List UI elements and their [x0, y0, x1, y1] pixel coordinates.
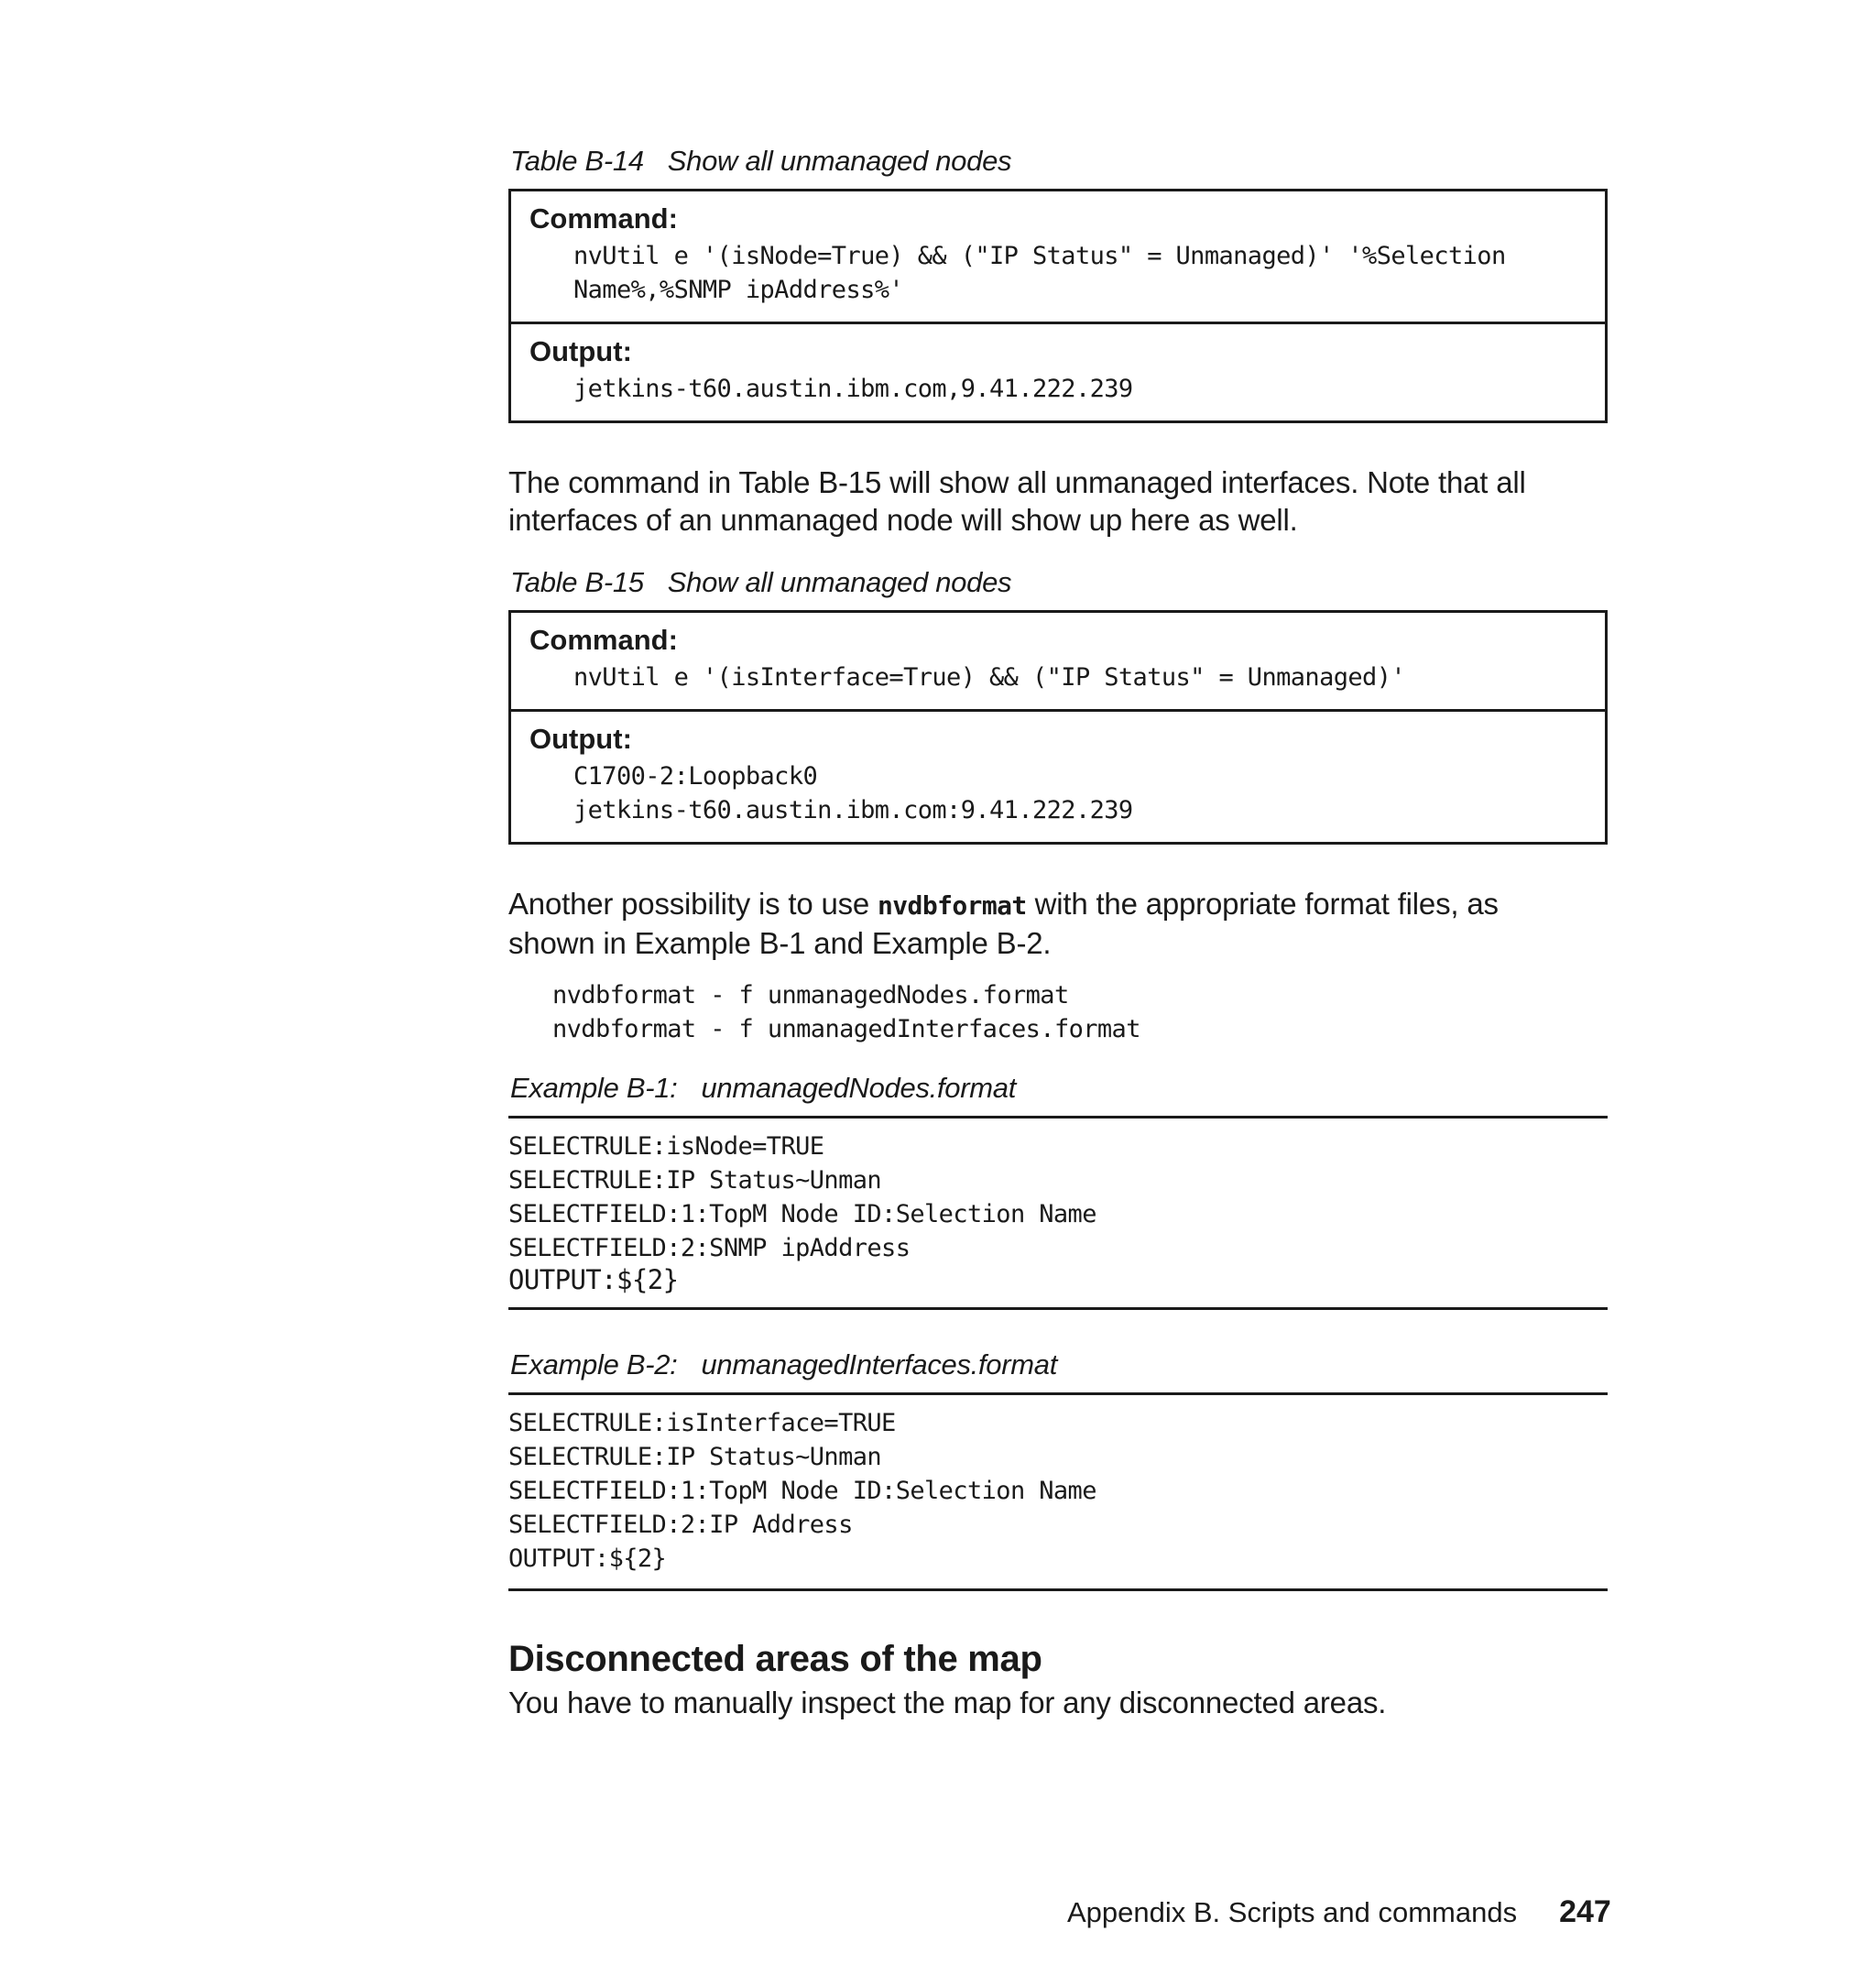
code-block [508, 978, 1612, 1046]
output-line: jetkins-t60.austin.ibm.com:9.41.222.239 [573, 796, 1133, 824]
command-line: nvUtil e '(isInterface=True) && ("IP Status" = Unmanaged)' [573, 663, 1406, 692]
table-b15-caption [510, 566, 1612, 599]
paragraph-line: interfaces of an unmanaged node will show up here as well. [508, 503, 1298, 537]
table-b15-command-section [511, 613, 1605, 709]
code-line: nvdbformat - f unmanagedInterfaces.format [552, 1015, 1140, 1043]
table-b15 [508, 610, 1608, 845]
footer-text: Appendix B. Scripts and commands [1067, 1896, 1518, 1928]
example-b2-caption [510, 1348, 1612, 1381]
example-b1-caption-title: unmanagedNodes.format [701, 1072, 1017, 1104]
example-line: SELECTFIELD:1:TopM Node ID:Selection Name [508, 1477, 1096, 1505]
output-line: C1700-2:Loopback0 [573, 762, 818, 791]
output-label: Output: [529, 723, 632, 755]
example-line: SELECTRULE:IP Status~Unman [508, 1166, 882, 1195]
paragraph-text: with the appropriate format files, as [1026, 887, 1499, 921]
table-b15-output-section [511, 709, 1605, 842]
body-paragraph [508, 464, 1612, 539]
table-b15-caption-title: Show all unmanaged nodes [667, 566, 1012, 598]
section-body: You have to manually inspect the map for any disconnected areas. [508, 1686, 1387, 1719]
command-label: Command: [529, 624, 678, 656]
page-content [508, 145, 1612, 1721]
output-line: jetkins-t60.austin.ibm.com,9.41.222.239 [573, 375, 1133, 403]
example-line: OUTPUT:${2} [508, 1544, 667, 1573]
example-line: SELECTRULE:IP Status~Unman [508, 1443, 882, 1471]
paragraph-text: Another possibility is to use [508, 887, 878, 921]
example-line: SELECTRULE:isInterface=TRUE [508, 1409, 896, 1437]
example-line: SELECTFIELD:1:TopM Node ID:Selection Name [508, 1200, 1096, 1228]
table-b14-command-section [511, 191, 1605, 322]
example-b1-box [508, 1116, 1608, 1310]
example-b1-caption-number: Example B-1: [510, 1072, 678, 1104]
page-number: 247 [1559, 1894, 1611, 1929]
body-paragraph [508, 885, 1612, 962]
table-b14-caption [510, 145, 1612, 178]
paragraph-line: The command in Table B-15 will show all unmanaged interfaces. Note that all [508, 465, 1526, 499]
table-b14 [508, 189, 1608, 423]
page-footer [1067, 1894, 1611, 1930]
example-b2-caption-title: unmanagedInterfaces.format [701, 1348, 1058, 1380]
output-label: Output: [529, 335, 632, 367]
example-line: SELECTFIELD:2:IP Address [508, 1511, 853, 1539]
table-b15-caption-number: Table B-15 [510, 566, 644, 598]
example-b2-caption-number: Example B-2: [510, 1348, 678, 1380]
command-line: Name%,%SNMP ipAddress%' [573, 276, 904, 304]
paragraph-line: shown in Example B-1 and Example B-2. [508, 926, 1052, 960]
example-line: SELECTRULE:isNode=TRUE [508, 1132, 824, 1161]
command-label: Command: [529, 202, 678, 235]
example-line: SELECTFIELD:2:SNMP ipAddress [508, 1234, 911, 1262]
example-b2-box [508, 1392, 1608, 1591]
inline-command: nvdbformat [878, 890, 1027, 921]
table-b14-output-section [511, 322, 1605, 420]
section-heading: Disconnected areas of the map [508, 1639, 1042, 1679]
example-line: OUTPUT:${2} [508, 1264, 679, 1295]
table-b14-caption-number: Table B-14 [510, 145, 644, 177]
example-b1-caption [510, 1072, 1612, 1105]
code-line: nvdbformat - f unmanagedNodes.format [552, 981, 1069, 1009]
command-line: nvUtil e '(isNode=True) && ("IP Status" = Unmanaged)' '%Selection [573, 242, 1506, 270]
table-b14-caption-title: Show all unmanaged nodes [667, 145, 1012, 177]
